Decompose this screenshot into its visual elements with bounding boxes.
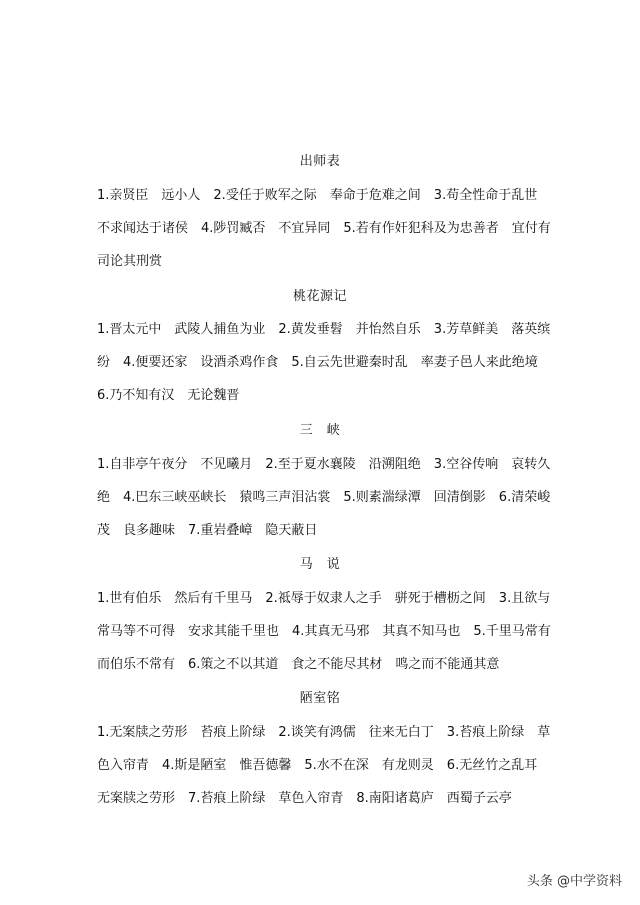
answer-line: 常马等不可得 安求其能千里也 4.其真无马邪 其真不知马也 5.千里马常有 — [97, 624, 551, 639]
answer-line: 而伯乐不常有 6.策之不以其道 食之不能尽其材 鸣之而不能通其意 — [97, 657, 500, 672]
answer-line: 1.晋太元中 武陵人捕鱼为业 2.黄发垂髫 并怡然自乐 3.芳草鲜美 落英缤 — [97, 322, 551, 337]
answer-line: 6.乃不知有汉 无论魏晋 — [97, 388, 240, 403]
answer-line: 茂 良多趣味 7.重岩叠嶂 隐天蔽日 — [97, 523, 318, 538]
answer-line: 绝 4.巴东三峡巫峡长 猿鸣三声泪沾裳 5.则素湍绿潭 回清倒影 6.清荣峻 — [97, 490, 551, 505]
answer-line: 1.无案牍之劳形 苔痕上阶绿 2.谈笑有鸿儒 往来无白丁 3.苔痕上阶绿 草 — [97, 725, 551, 740]
section-title: 三 峡 — [299, 423, 341, 438]
answer-line: 不求闻达于诸侯 4.陟罚臧否 不宜异同 5.若有作奸犯科及为忠善者 宜付有 — [97, 221, 551, 236]
answer-line: 无案牍之劳形 7.苔痕上阶绿 草色入帘青 8.南阳诸葛庐 西蜀子云亭 — [97, 791, 512, 806]
answer-line: 司论其刑赏 — [97, 254, 163, 269]
section-title: 出师表 — [299, 154, 341, 169]
section-title: 马 说 — [299, 557, 341, 572]
source-watermark: 头条 @中学资料 — [526, 874, 622, 889]
answer-line: 1.世有伯乐 然后有千里马 2.祗辱于奴隶人之手 骈死于槽枥之间 3.且欲与 — [97, 591, 551, 606]
section-title: 桃花源记 — [292, 289, 347, 304]
answer-line: 纷 4.便要还家 设酒杀鸡作食 5.自云先世避秦时乱 率妻子邑人来此绝境 — [97, 355, 538, 370]
answer-line: 1.自非亭午夜分 不见曦月 2.至于夏水襄陵 沿溯阻绝 3.空谷传响 哀转久 — [97, 457, 551, 472]
section-title: 陋室铭 — [299, 691, 341, 706]
answer-line: 色入帘青 4.斯是陋室 惟吾德馨 5.水不在深 有龙则灵 6.无丝竹之乱耳 — [97, 758, 538, 773]
answer-line: 1.亲贤臣 远小人 2.受任于败军之际 奉命于危难之间 3.苟全性命于乱世 — [97, 188, 538, 203]
